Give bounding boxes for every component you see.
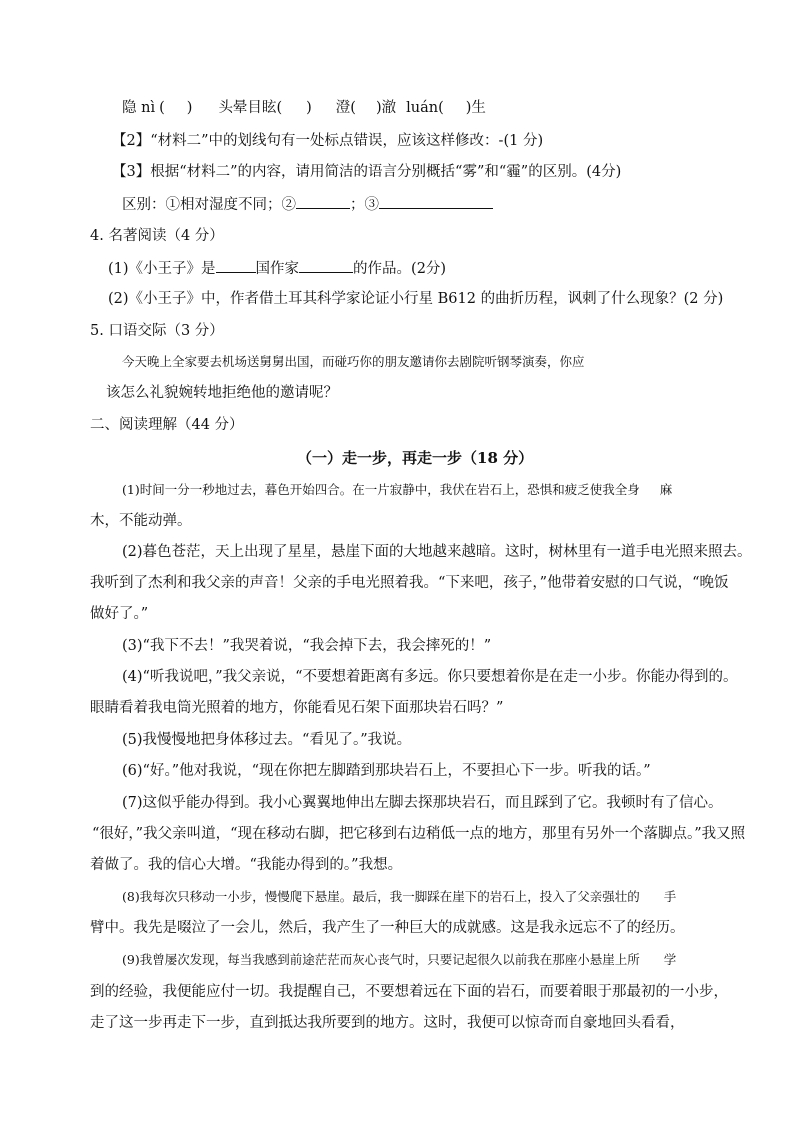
- pinyin-item-3: 澄: [335, 100, 351, 116]
- answer-lead-text: 区别：①相对湿度不同；②: [122, 197, 296, 213]
- answer-blank-author[interactable]: [299, 258, 353, 273]
- question-5-title: 5. 口语交际（3 分）: [90, 323, 224, 339]
- section-2-title: 二、阅读理解（44 分）: [90, 417, 244, 433]
- answer-blank-3[interactable]: [379, 194, 493, 209]
- paragraph-2-line-1: (2)暮色苍茫，天上出现了星星，悬崖下面的大地越来越暗。这时，树林里有一道手电光照来照去。: [122, 544, 752, 560]
- question-4-1-text-a: (1)《小王子》是: [108, 261, 216, 277]
- paragraph-9-line-3: 走了这一步再走下一步，直到抵达我所要到的地方。这时，我便可以惊奇而自豪地回头看看，: [90, 1015, 685, 1031]
- paragraph-2-line-2: 我听到了杰利和我父亲的声音！父亲的手电光照着我。“下来吧，孩子，”他带着安慰的口气说，“晚饭: [90, 575, 729, 591]
- bracket-close: ): [306, 100, 312, 116]
- answer-blank-country[interactable]: [216, 258, 256, 273]
- paragraph-2-line-3: 做好了。”: [90, 606, 149, 622]
- paragraph-3: (3)“我下不去！”我哭着说，“我会掉下去，我会摔死的！”: [122, 638, 492, 654]
- passage-title: （一）走一步，再走一步（18 分）: [297, 449, 534, 467]
- paragraph-1-line-2: 木，不能动弹。: [90, 513, 192, 529]
- paragraph-8-line-1: [122, 887, 676, 907]
- answer-mid-text: ；③: [350, 197, 379, 213]
- question-4-2: (2)《小王子》中，作者借土耳其科学家论证小行星 B612 的曲折历程，讽刺了什么现象？(2 分): [108, 291, 724, 307]
- question-3-3-answer-line: [122, 194, 493, 215]
- question-4-1-text-b: 国作家: [255, 261, 300, 277]
- pinyin-item-4: luán: [406, 100, 439, 116]
- question-5-body-2: 该怎么礼貌婉转地拒绝他的邀请呢？: [106, 385, 338, 401]
- paragraph-4-line-2: 眼睛看着我电筒光照着的地方，你能看见石架下面那块岩石吗？”: [90, 700, 504, 716]
- bracket-close: )生: [465, 100, 486, 116]
- paragraph-5: (5)我慢慢地把身体移过去。“看见了。”我说。: [122, 732, 412, 748]
- paragraph-7-line-3: 着做了。我的信心大增。“我能办得到的。”我想。: [90, 857, 403, 873]
- paragraph-text: 学: [663, 952, 677, 967]
- paragraph-text: 手: [663, 889, 677, 904]
- bracket-open: (: [159, 100, 165, 116]
- paragraph-7-line-1: (7)这似乎能办得到。我小心翼翼地伸出左脚去探那块岩石，而且踩到了它。我顿时有了信心。: [122, 795, 723, 811]
- paragraph-8-line-2: 臂中。我先是啜泣了一会儿，然后，我产生了一种巨大的成就感。这是我永远忘不了的经历。: [90, 920, 685, 936]
- paragraph-4-line-1: (4)“听我说吧，”我父亲说，“不要想着距离有多远。你只要想着你是在走一小步。你能办得到的。: [122, 669, 738, 685]
- bracket-close: ): [186, 100, 193, 116]
- bracket-open: (: [438, 100, 444, 116]
- question-4-title: 4. 名著阅读（4 分）: [90, 228, 224, 244]
- pinyin-question-line: [122, 98, 486, 118]
- paragraph-6: (6)“好。”他对我说，“现在你把左脚踏到那块岩石上，不要担心下一步。听我的话。”: [122, 763, 651, 779]
- paragraph-1-line-1: [122, 480, 672, 500]
- bracket-open: (: [350, 100, 356, 116]
- question-3-3: 【3】根据“材料二”的内容，请用简洁的语言分别概括“雾”和“霾”的区别。(4分): [112, 164, 622, 180]
- paragraph-7-line-2: “很好，”我父亲叫道，“现在移动右脚，把它移到右边稍低一点的地方，那里有另外一个落脚点。”我又照: [92, 826, 746, 842]
- pinyin-item-2: 头晕目眩: [218, 100, 277, 116]
- pinyin-item-1: 隐 nì: [122, 100, 156, 116]
- question-3-2: 【2】“材料二”中的划线句有一处标点错误，应该这样修改：-(1 分): [112, 133, 544, 149]
- paragraph-text: 麻: [659, 482, 673, 497]
- question-5-body-1: 今天晚上全家要去机场送舅舅出国，而碰巧你的朋友邀请你去剧院听钢琴演奏，你应: [122, 354, 585, 369]
- paragraph-text: (1)时间一分一秒地过去，暮色开始四合。在一片寂静中，我伏在岩石上，恐惧和疲乏使我全身: [122, 482, 640, 497]
- bracket-close: )澈: [375, 100, 397, 116]
- paragraph-text: (9)我曾屡次发现，每当我感到前途茫茫而灰心丧气时，只要记起很久以前我在那座小悬崖上所: [122, 952, 640, 967]
- question-4-1-text-c: 的作品。(2分): [353, 261, 447, 277]
- paragraph-9-line-2: 到的经验，我便能应付一切。我提醒自己，不要想着远在下面的岩石，而要着眼于那最初的一小步，: [90, 984, 728, 1000]
- question-4-1: [108, 258, 446, 279]
- paragraph-text: (8)我每次只移动一小步，慢慢爬下悬崖。最后，我一脚踩在崖下的岩石上，投入了父亲强壮的: [122, 889, 640, 904]
- paragraph-9-line-1: [122, 950, 676, 970]
- answer-blank-2[interactable]: [296, 194, 350, 209]
- bracket-open: (: [276, 100, 283, 116]
